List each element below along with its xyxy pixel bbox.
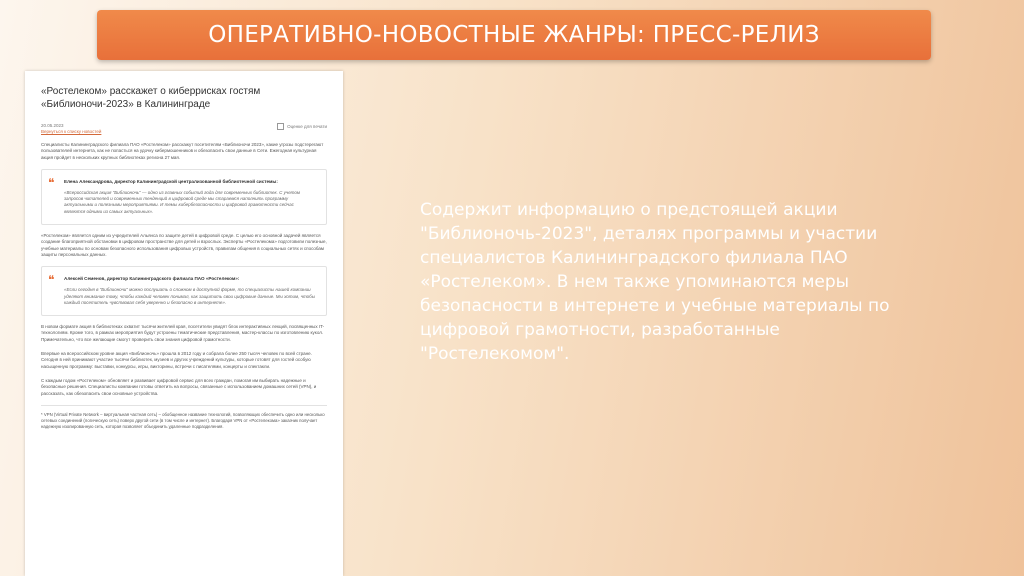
quote-author: Алексей Семенов, директор Калининградского филиала ПАО «Ростелеком»: (64, 276, 240, 282)
back-to-news-link[interactable]: Вернуться к списку новостей (41, 129, 102, 134)
print-icon (277, 123, 284, 130)
document-paragraph: В новом формате акция в библиотеках охватит тысячи жителей края, посетители увидят блок интерактивных лекций, посвященных IT-технологиям. Кроме того, в рамках мероприятия будут устроены тематические представления, мастер-классы по изготовлению кукол. Примечательно, что все желающие смогут проверить свои знания цифровой грамотности. (41, 324, 325, 342)
document-paragraph: Впервые на всероссийском уровне акция «Библионочь» прошла в 2012 году и собрала более 250 тысяч человек по всей стране. Сегодня в ней принимают участие тысячи библиотек, музеев и других учреждений культуры, которые готовят для гостей особую насыщенную программу: выставки, конкурсы, игры, викторины, встречи с писателями, концерты и спектакли. (41, 351, 312, 369)
quote-block (41, 169, 327, 225)
print-button[interactable] (277, 123, 327, 130)
document-headline: «Ростелеком» расскажет о киберрисках гостям «Библионочи-2023» в Калининграде (41, 86, 261, 110)
document-paragraph: Специалисты Калининградского филиала ПАО «Ростелеком» расскажут посетителям «Библионочи 2023», какие угрозы подстерегают пользователей интернета, как не попасться на удочку кибермошенников и обезопасить свои данные в Сети. Ежегодная культурная акция пройдет в нескольких крупных библиотеках региона 27 мая. (41, 142, 324, 160)
print-label: Оценке для печати (287, 124, 327, 129)
slide-description: Содержит информацию о предстоящей акции "Библионочь-2023", деталях программы и участии специалистов Калининградского филиала ПАО «Ростелеком». В нем также упоминаются меры безопасности в интернете и учебные материалы по цифровой грамотности, разработанные "Ростелекомом". (420, 200, 890, 364)
document-date: 20.05.2023 (41, 123, 64, 128)
quote-author: Елена Александрова, директор Калининградской централизованной библиотечной системы: (64, 178, 278, 184)
press-release-document (25, 71, 343, 576)
document-paragraph: С каждым годом «Ростелеком» обновляет и развивает цифровой сервис для всех граждан, помогая им выбирать надежные и безопасные решения. Специалисты компании готовы ответить на вопросы, связанные с использованием домашних сетей (VPN), и рассказать, как обезопасить свои основные устройства. (41, 377, 317, 396)
quote-icon: ❝ (48, 175, 55, 190)
slide-title: ОПЕРАТИВНО-НОВОСТНЫЕ ЖАНРЫ: ПРЕСС-РЕЛИЗ (208, 22, 820, 48)
quote-icon: ❝ (48, 273, 55, 288)
document-meta (41, 123, 327, 134)
document-footnote: * VPN (Virtual Private Network – виртуальная частная сеть) – обобщенное название технологий, позволяющих обеспечить одно или несколько сетевых соединений (логическую сеть) поверх другой сети (в том числе и интернет). Благодаря VPN от «Ростелекома» заказчик получает надежную изолированную сеть, которая позволяет объединить удаленные подразделения. (41, 405, 327, 430)
quote-text: «Если сегодня в "Библионочи" можно послушать о сложном в доступной форме, то специалисты нашей компании уделяют внимание тому, чтобы каждый человек понимал, как защитить свои цифровые данные. Мы хотим, чтобы каждый посетитель чувствовал себя уверенно и безопасно в интернете». (64, 287, 316, 305)
quote-block (41, 266, 327, 316)
quote-text: «Всероссийская акция "Библионочь" — одно из главных событий года для современных библиотек. С учетом запросов читателей и современных тенденций в цифровой среде мы стараемся наполнить программу актуальными и полезными мероприятиями. И темы кибербезопасности и цифровой грамотности сейчас являются одними из самых актуальных». (64, 189, 300, 214)
slide-title-bar (97, 10, 931, 60)
document-paragraph: «Ростелеком» является одним из учредителей Альянса по защите детей в цифровой среде. С целью его основной задачей является создание благоприятной обстановки в цифровом пространстве для детей и взрослых. Эксперты «Ростелекома» подготовили полезные, учебные материалы по основам безопасного использования цифровых устройств, правилам общения в социальных сетях и способам защиты персональных данных. (41, 233, 327, 257)
